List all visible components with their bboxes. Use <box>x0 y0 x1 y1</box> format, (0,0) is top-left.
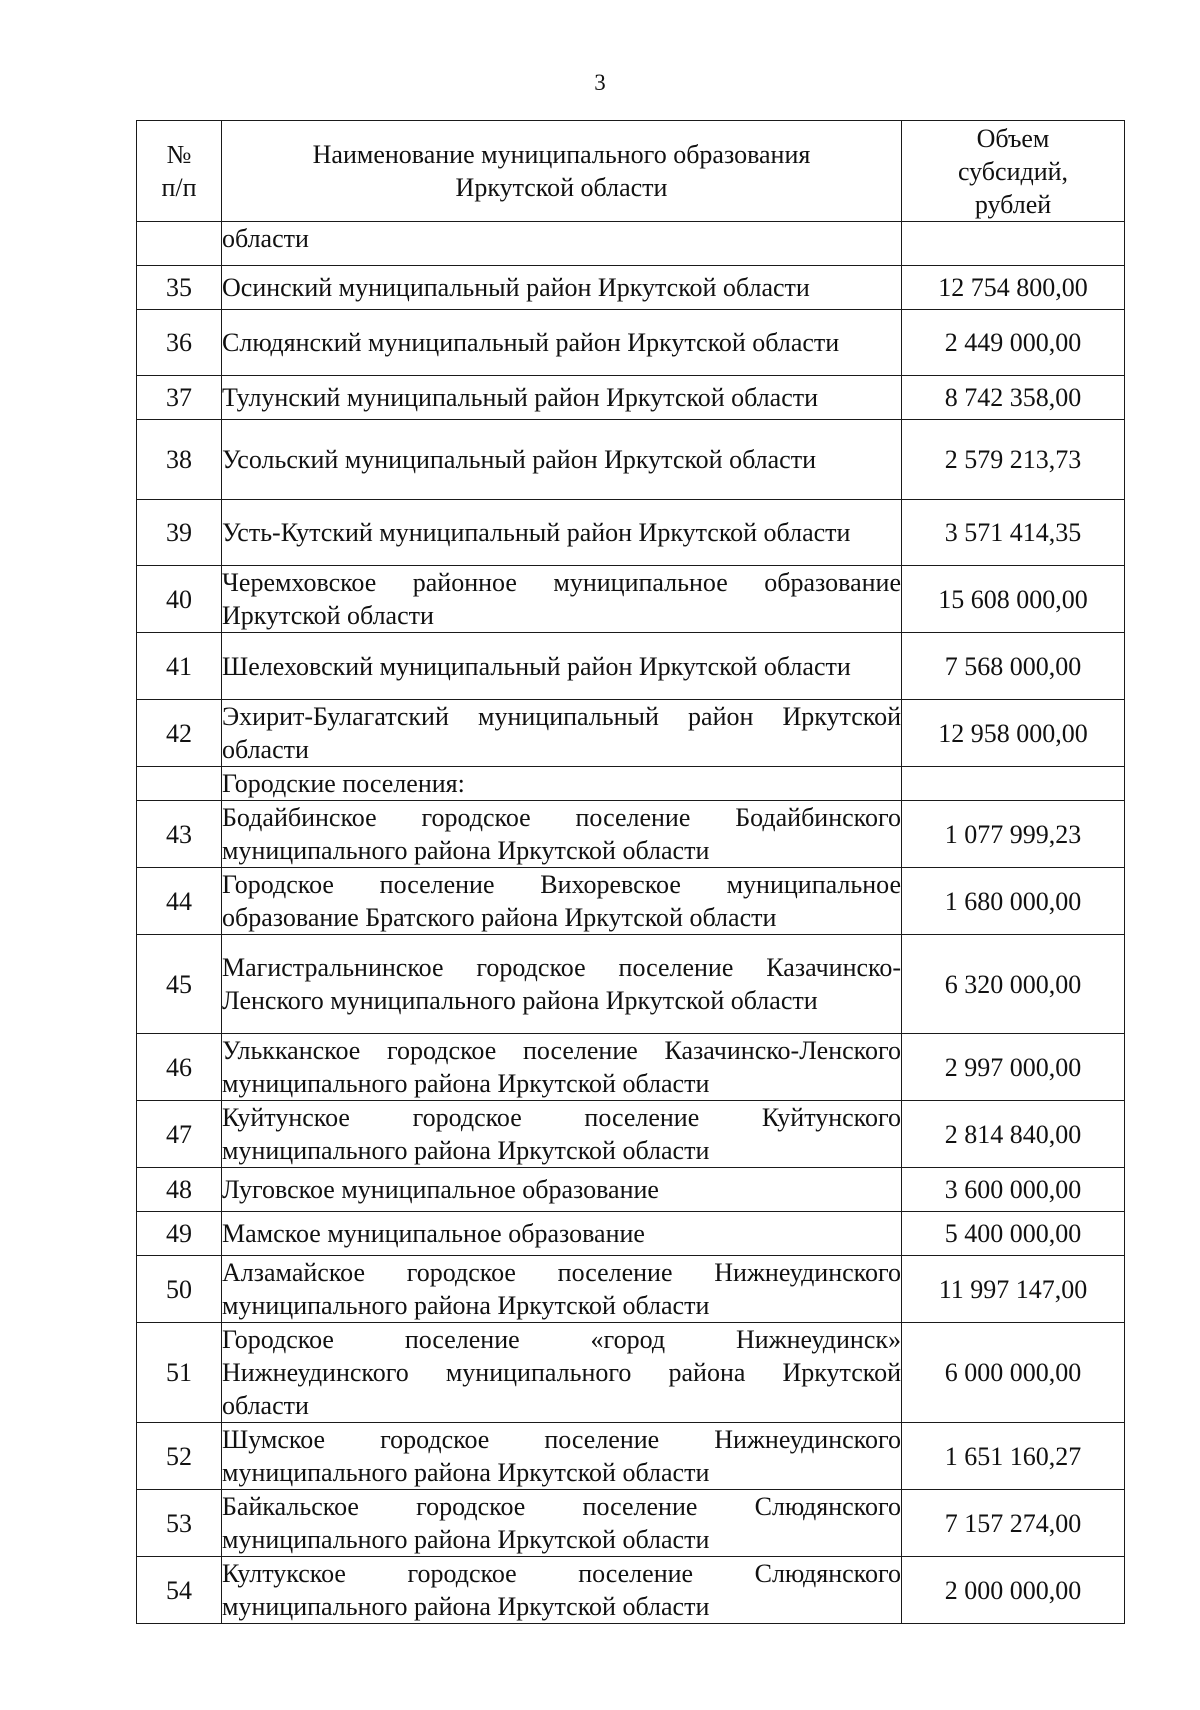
table-row <box>137 1490 1125 1557</box>
table-row <box>137 1212 1125 1256</box>
row-subsidy-amount: 15 608 000,00 <box>902 566 1125 633</box>
row-municipality-name: Усольский муниципальный район Иркутской области <box>222 420 902 500</box>
row-municipality-name: Култукское городское поселение Слюдянского муниципального района Иркутской области <box>222 1557 902 1624</box>
row-municipality-name: Магистральнинское городское поселение Казачинско-Ленского муниципального района Иркутской области <box>222 935 902 1034</box>
page-number: 3 <box>594 70 606 95</box>
row-number: 52 <box>137 1423 222 1490</box>
row-number: 50 <box>137 1256 222 1323</box>
row-municipality-name: Куйтунское городское поселение Куйтунского муниципального района Иркутской области <box>222 1101 902 1168</box>
row-municipality-name: Городское поселение Вихоревское муниципальное образование Братского района Иркутской области <box>222 868 902 935</box>
table-row <box>137 767 1125 801</box>
row-municipality-name: Улькканское городское поселение Казачинско-Ленского муниципального района Иркутской области <box>222 1034 902 1101</box>
table-row <box>137 700 1125 767</box>
row-number: 36 <box>137 310 222 376</box>
row-number: 45 <box>137 935 222 1034</box>
table-row <box>137 868 1125 935</box>
row-municipality-name: Усть-Кутский муниципальный район Иркутской области <box>222 500 902 566</box>
row-number: 38 <box>137 420 222 500</box>
row-subsidy-amount: 2 997 000,00 <box>902 1034 1125 1101</box>
header-municipality-name: Наименование муниципального образования Иркутской области <box>222 121 902 222</box>
table-row <box>137 566 1125 633</box>
row-subsidy-amount: 8 742 358,00 <box>902 376 1125 420</box>
row-subsidy-amount: 7 157 274,00 <box>902 1490 1125 1557</box>
row-number: 48 <box>137 1168 222 1212</box>
row-number: 47 <box>137 1101 222 1168</box>
row-number: 39 <box>137 500 222 566</box>
row-municipality-name: области <box>222 222 902 266</box>
table-row <box>137 1323 1125 1423</box>
row-subsidy-amount: 1 651 160,27 <box>902 1423 1125 1490</box>
row-municipality-name: Мамское муниципальное образование <box>222 1212 902 1256</box>
row-number: 40 <box>137 566 222 633</box>
header-number: № п/п <box>137 121 222 222</box>
table-row <box>137 266 1125 310</box>
row-municipality-name: Луговское муниципальное образование <box>222 1168 902 1212</box>
row-number: 35 <box>137 266 222 310</box>
row-number: 41 <box>137 633 222 700</box>
row-number: 49 <box>137 1212 222 1256</box>
row-municipality-name: Черемховское районное муниципальное образование Иркутской области <box>222 566 902 633</box>
table-row <box>137 500 1125 566</box>
row-municipality-name: Алзамайское городское поселение Нижнеудинского муниципального района Иркутской области <box>222 1256 902 1323</box>
table-row <box>137 222 1125 266</box>
subsidies-table <box>136 120 1125 1624</box>
row-number: 43 <box>137 801 222 868</box>
row-subsidy-amount: 1 077 999,23 <box>902 801 1125 868</box>
row-municipality-name: Шелеховский муниципальный район Иркутской области <box>222 633 902 700</box>
table-row <box>137 1101 1125 1168</box>
table-row <box>137 1423 1125 1490</box>
row-municipality-name: Шумское городское поселение Нижнеудинского муниципального района Иркутской области <box>222 1423 902 1490</box>
row-municipality-name: Слюдянский муниципальный район Иркутской области <box>222 310 902 376</box>
row-number <box>137 222 222 266</box>
row-subsidy-amount: 6 320 000,00 <box>902 935 1125 1034</box>
table-row <box>137 1034 1125 1101</box>
row-number: 54 <box>137 1557 222 1624</box>
table-header-row <box>137 121 1125 222</box>
table-row <box>137 310 1125 376</box>
row-subsidy-amount: 3 571 414,35 <box>902 500 1125 566</box>
row-subsidy-amount: 7 568 000,00 <box>902 633 1125 700</box>
row-subsidy-amount: 12 754 800,00 <box>902 266 1125 310</box>
row-municipality-name: Тулунский муниципальный район Иркутской области <box>222 376 902 420</box>
table-row <box>137 1168 1125 1212</box>
table-row <box>137 1557 1125 1624</box>
row-subsidy-amount: 2 000 000,00 <box>902 1557 1125 1624</box>
row-municipality-name: Байкальское городское поселение Слюдянского муниципального района Иркутской области <box>222 1490 902 1557</box>
row-municipality-name: Городское поселение «город Нижнеудинск» Нижнеудинского муниципального района Иркутской области <box>222 1323 902 1423</box>
row-municipality-name: Эхирит-Булагатский муниципальный район Иркутской области <box>222 700 902 767</box>
row-subsidy-amount: 3 600 000,00 <box>902 1168 1125 1212</box>
row-number <box>137 767 222 801</box>
row-municipality-name: Осинский муниципальный район Иркутской области <box>222 266 902 310</box>
table-row <box>137 1256 1125 1323</box>
row-subsidy-amount: 5 400 000,00 <box>902 1212 1125 1256</box>
row-number: 44 <box>137 868 222 935</box>
row-subsidy-amount: 2 814 840,00 <box>902 1101 1125 1168</box>
header-subsidy-amount: Объем субсидий, рублей <box>902 121 1125 222</box>
row-subsidy-amount: 6 000 000,00 <box>902 1323 1125 1423</box>
row-subsidy-amount <box>902 222 1125 266</box>
table-row <box>137 376 1125 420</box>
row-number: 53 <box>137 1490 222 1557</box>
row-subsidy-amount: 2 579 213,73 <box>902 420 1125 500</box>
table-row <box>137 801 1125 868</box>
section-heading: Городские поселения: <box>222 767 902 801</box>
row-subsidy-amount: 11 997 147,00 <box>902 1256 1125 1323</box>
row-subsidy-amount: 2 449 000,00 <box>902 310 1125 376</box>
row-number: 46 <box>137 1034 222 1101</box>
table-row <box>137 633 1125 700</box>
row-subsidy-amount: 12 958 000,00 <box>902 700 1125 767</box>
row-number: 37 <box>137 376 222 420</box>
table-row <box>137 420 1125 500</box>
table-row <box>137 935 1125 1034</box>
row-number: 42 <box>137 700 222 767</box>
row-municipality-name: Бодайбинское городское поселение Бодайбинского муниципального района Иркутской области <box>222 801 902 868</box>
row-subsidy-amount: 1 680 000,00 <box>902 868 1125 935</box>
row-subsidy-amount <box>902 767 1125 801</box>
row-number: 51 <box>137 1323 222 1423</box>
